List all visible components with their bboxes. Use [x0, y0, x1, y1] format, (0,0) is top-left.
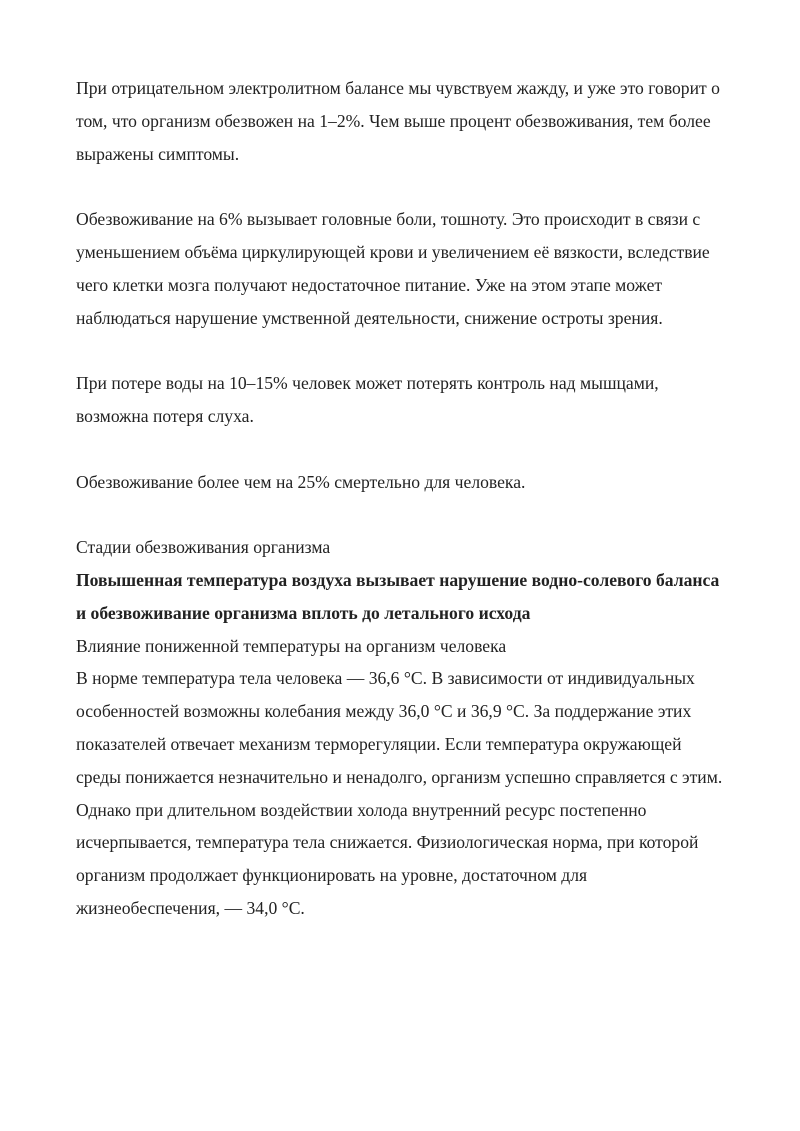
paragraph-dehydration-10-15-percent: При потере воды на 10–15% человек может потерять контроль над мышцами, возможна потеря слуха. — [76, 373, 659, 426]
paragraph-thirst: При отрицательном электролитном балансе мы чувствуем жажду, и уже это говорит о том, что организм обезвожен на 1–2%. Чем выше процент обезвоживания, тем более выражены симптомы. — [76, 78, 720, 164]
paragraph-dehydration-25-percent: Обезвоживание более чем на 25% смертельно для человека. — [76, 471, 526, 492]
paragraph-dehydration-6-percent: Обезвоживание на 6% вызывает головные боли, тошноту. Это происходит в связи с уменьшением объёма циркулирующей крови и увеличением её вязкости, вследствие чего клетки мозга получают недостаточное питание. Уже на этом этапе может наблюдаться нарушение умственной деятельности, снижение остроты зрения. — [76, 209, 710, 328]
bold-caption: Повышенная температура воздуха вызывает нарушение водно-солевого баланса и обезвоживание организма вплоть до летального исхода — [76, 569, 720, 623]
section-heading: Влияние пониженной температуры на организм человека — [76, 635, 507, 656]
image-caption: Стадии обезвоживания организма — [76, 537, 331, 558]
document-page — [76, 72, 726, 925]
paragraph-normal-temperature: В норме температура тела человека — 36,6 °C. В зависимости от индивидуальных особенностей возможны колебания между 36,0 °C и 36,9 °C. За поддержание этих показателей отвечает механизм терморегуляции. Если температура окружающей среды понижается незначительно и ненадолго, организм успешно справляется с этим. — [76, 668, 723, 787]
paragraph-cold-exposure: Однако при длительном воздействии холода внутренний ресурс постепенно исчерпывается, температура тела снижается. Физиологическая норма, при которой организм продолжает функционировать на уровне, достаточном для жизнеобеспечения, — 34,0 °C. — [76, 799, 699, 918]
